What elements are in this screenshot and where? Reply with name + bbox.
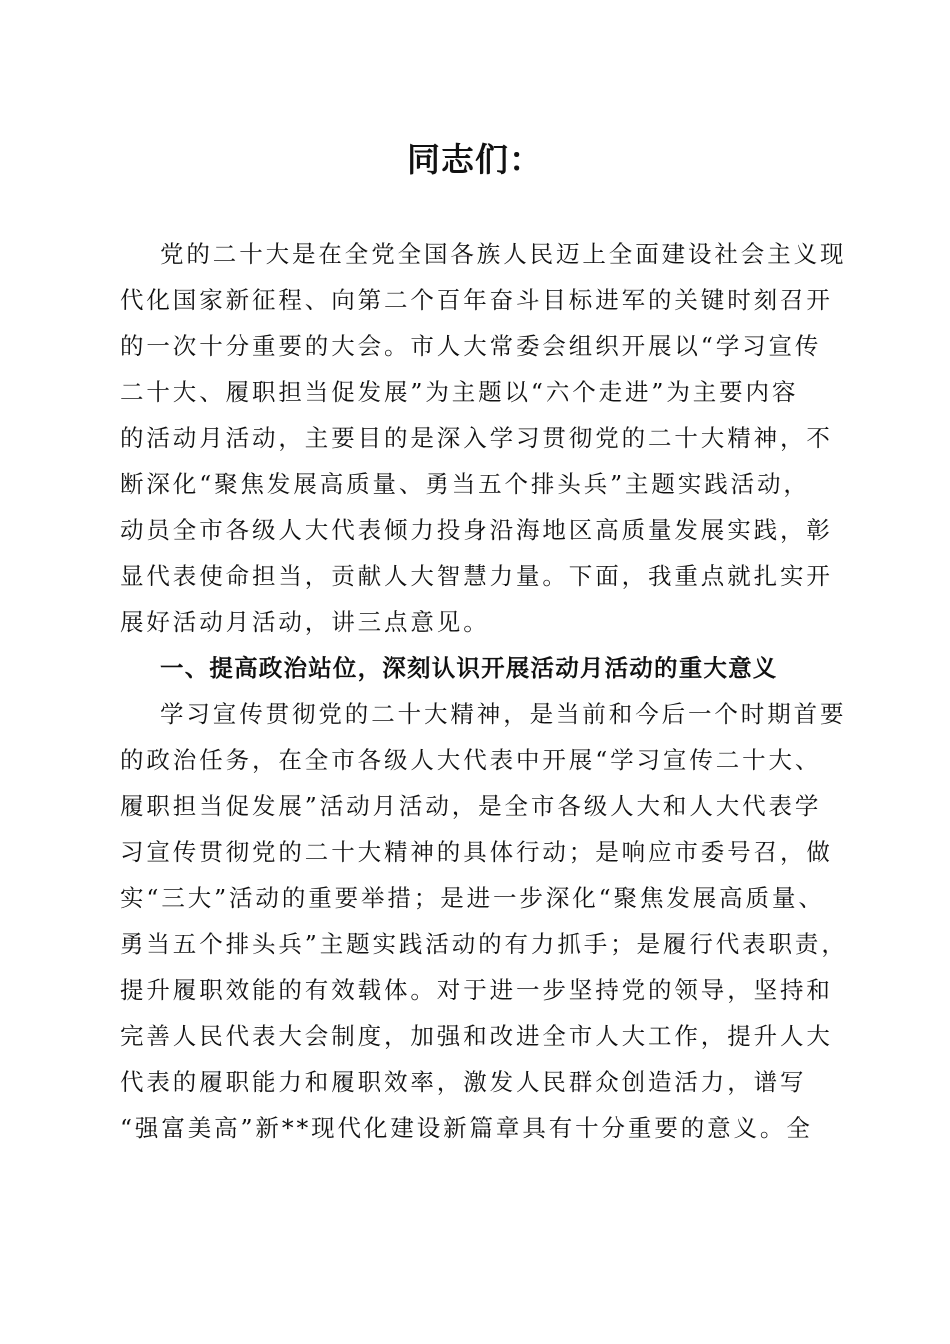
paragraph-line: 学习宣传贯彻党的二十大精神，是当前和今后一个时期首要 xyxy=(160,700,847,728)
paragraph-line: 代化国家新征程、向第二个百年奋斗目标进军的关键时刻召开 xyxy=(120,286,833,314)
paragraph-line: 党的二十大是在全党全国各族人民迈上全面建设社会主义现 xyxy=(160,240,847,268)
paragraph-line: 断深化“聚焦发展高质量、勇当五个排头兵”主题实践活动， xyxy=(120,470,810,498)
paragraph-line: 勇当五个排头兵”主题实践活动的有力抓手；是履行代表职责， xyxy=(120,930,848,958)
paragraph-line: 履职担当促发展”活动月活动，是全市各级人大和人大代表学 xyxy=(120,792,822,820)
section-heading: 一、提高政治站位，深刻认识开展活动月活动的重大意义 xyxy=(160,654,778,682)
paragraph-line: 完善人民代表大会制度，加强和改进全市人大工作，提升人大 xyxy=(120,1022,833,1050)
page-title: 同志们： xyxy=(407,140,543,179)
paragraph-line: 显代表使命担当，贡献人大智慧力量。下面，我重点就扎实开 xyxy=(120,562,833,590)
document-body xyxy=(120,231,848,1151)
paragraph-line: 的一次十分重要的大会。市人大常委会组织开展以“学习宣传 xyxy=(120,332,822,360)
paragraph-line: 展好活动月活动，讲三点意见。 xyxy=(120,608,490,636)
paragraph-line: 实“三大”活动的重要举措；是进一步深化“聚焦发展高质量、 xyxy=(120,884,825,912)
paragraph-line: 的政治任务，在全市各级人大代表中开展“学习宣传二十大、 xyxy=(120,746,822,774)
paragraph-line: 动员全市各级人大代表倾力投身沿海地区高质量发展实践，彰 xyxy=(120,516,833,544)
paragraph-line: “强富美高”新**现代化建设新篇章具有十分重要的意义。全 xyxy=(120,1114,813,1142)
paragraph-line: 代表的履职能力和履职效率，激发人民群众创造活力，谱写 xyxy=(120,1068,807,1096)
paragraph-line: 二十大、履职担当促发展”为主题以“六个走进”为主要内容 xyxy=(120,378,799,406)
paragraph-line: 提升履职效能的有效载体。对于进一步坚持党的领导，坚持和 xyxy=(120,976,833,1004)
paragraph-line: 习宣传贯彻党的二十大精神的具体行动；是响应市委号召，做 xyxy=(120,838,833,866)
paragraph-line: 的活动月活动，主要目的是深入学习贯彻党的二十大精神，不 xyxy=(120,424,833,452)
